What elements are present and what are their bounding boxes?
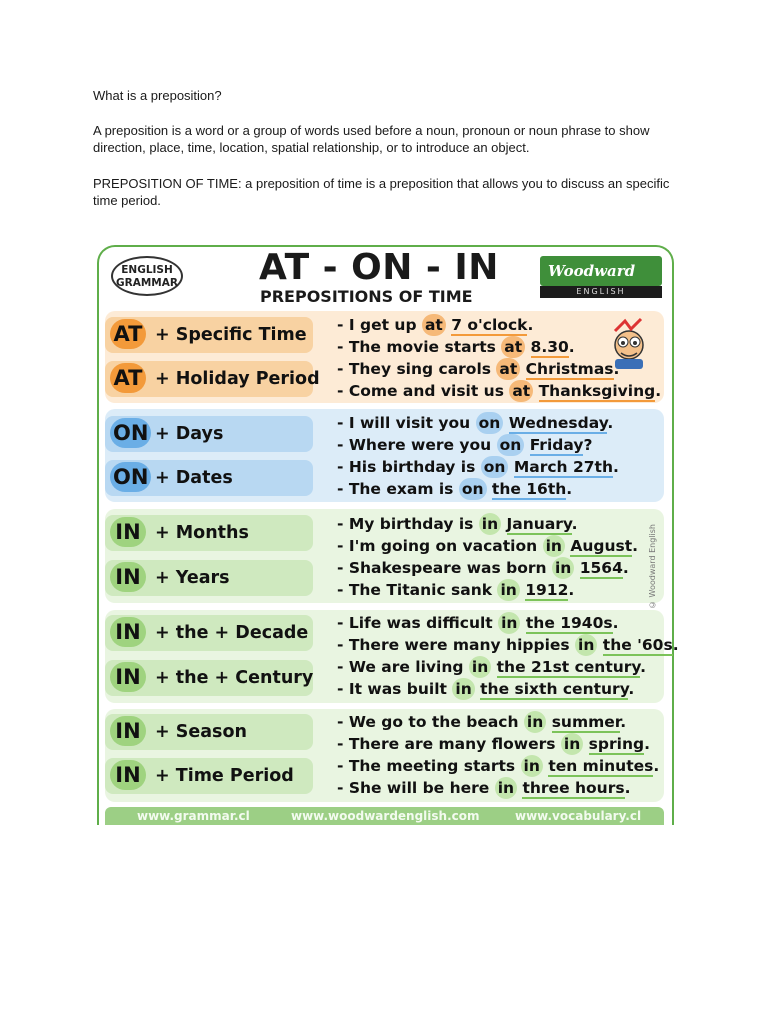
example-punctuation: . [622,559,629,577]
example-preposition: in [521,755,543,777]
example-preposition: in [552,557,574,579]
example-sentence [337,513,578,535]
example-preposition: in [469,656,491,678]
example-lead-text: - My birthday is [337,515,479,533]
example-sentence [337,612,618,634]
example-punctuation: . [632,537,639,555]
example-lead-text: - The Titanic sank [337,581,498,599]
example-sentence [337,535,638,557]
example-lead-text: - There are many flowers [337,735,561,753]
rule-in-8 [105,714,313,750]
example-time-expression: 1564 [579,559,623,577]
example-sentence [337,777,630,799]
prepositions-infographic [97,245,679,825]
example-punctuation: . [620,713,627,731]
example-time-expression: 7 o'clock [451,316,528,334]
example-time-expression: ten minutes [548,757,654,775]
example-preposition: in [495,777,517,799]
example-sentence [337,678,634,700]
rule-at-0 [105,317,313,353]
rule-preposition-pill: IN [110,562,146,592]
example-preposition: at [501,336,525,358]
example-sentence [337,412,613,434]
example-time-expression: summer [551,713,621,731]
example-time-expression: spring [588,735,645,753]
rule-text: + Years [155,568,230,588]
example-lead-text: - I will visit you [337,414,476,432]
example-preposition: on [481,456,509,478]
rule-text: + Days [155,424,224,444]
rule-on-2 [105,416,313,452]
rule-text: + Season [155,722,247,742]
example-preposition: on [476,412,504,434]
rule-text: + Holiday Period [155,369,320,389]
example-time-expression: Friday [529,436,584,454]
example-sentence [337,380,661,402]
example-preposition: at [422,314,446,336]
example-punctuation: . [640,658,646,676]
definition-paragraph: A preposition is a word or a group of words used before a noun, pronoun or noun phrase to show direction, place, time, location, spatial relationship, or to introduce an object. [93,123,650,155]
example-time-expression: Wednesday [508,414,608,432]
example-preposition: at [509,380,533,402]
example-sentence [337,634,679,656]
example-punctuation: . [612,614,619,632]
rule-text: + Dates [155,468,233,488]
example-sentence [337,733,650,755]
example-punctuation: . [672,636,679,654]
example-lead-text: - There were many hippies [337,636,576,654]
footer-link-vocabulary[interactable]: www.vocabulary.cl [515,809,642,823]
woodward-logo-subtitle: ENGLISH [540,286,662,298]
rule-in-5 [105,560,313,596]
rule-preposition-pill: IN [110,716,146,746]
rule-in-4 [105,515,313,551]
english-grammar-badge [111,256,183,296]
example-time-expression: March 27th [513,458,614,476]
rule-preposition-pill: IN [110,760,146,790]
example-lead-text: - Come and visit us [337,382,510,400]
example-sentence [337,711,626,733]
example-lead-text: - His birthday is [337,458,481,476]
example-punctuation: . [607,414,614,432]
example-punctuation: . [568,581,575,599]
example-sentence [337,358,619,380]
example-lead-text: - I get up [337,316,422,334]
example-punctuation: . [644,735,650,753]
example-preposition: at [496,358,520,380]
example-sentence [337,656,646,678]
example-lead-text: - Shakespeare was born [337,559,552,577]
copyright-text: © Woodward English [648,524,657,609]
example-time-expression: August [570,537,633,555]
rule-preposition-pill: IN [110,517,146,547]
example-lead-text: - They sing carols [337,360,497,378]
example-preposition: in [575,634,597,656]
example-preposition: in [498,612,520,634]
example-lead-text: - The movie starts [337,338,502,356]
example-time-expression: the 21st century [496,658,641,676]
example-time-expression: 1912 [525,581,569,599]
example-sentence [337,336,575,358]
example-lead-text: - It was built [337,680,453,698]
rule-preposition-pill: IN [110,662,146,692]
example-lead-text: - The exam is [337,480,459,498]
example-time-expression: the '60s [602,636,673,654]
rule-preposition-pill: ON [110,418,151,448]
example-time-expression: three hours [522,779,625,797]
example-punctuation: . [566,480,573,498]
example-preposition: in [452,678,474,700]
example-time-expression: January [506,515,572,533]
badge-line-2: GRAMMAR [116,277,178,289]
example-preposition: in [524,711,546,733]
example-punctuation: . [628,680,635,698]
example-sentence [337,478,572,500]
example-punctuation: . [653,757,660,775]
example-punctuation: . [613,458,619,476]
example-punctuation: . [571,515,578,533]
example-lead-text: - She will be here [337,779,495,797]
question-text: What is a preposition? [93,88,222,103]
rule-in-7 [105,660,313,696]
infographic-subtitle: PREPOSITIONS OF TIME [260,287,473,306]
rule-preposition-pill: AT [110,363,146,393]
footer-bar [105,807,664,825]
footer-link-grammar[interactable]: www.grammar.cl [137,809,250,823]
rule-text: + Months [155,523,249,543]
example-punctuation: . [568,338,575,356]
example-lead-text: - Life was difficult [337,614,499,632]
example-sentence [337,579,574,601]
example-punctuation: ? [583,436,593,454]
rule-on-3 [105,460,313,496]
example-time-expression: Thanksgiving [538,382,656,400]
example-punctuation: . [624,779,631,797]
example-sentence [337,456,619,478]
rule-preposition-pill: AT [110,319,146,349]
example-preposition: in [561,733,583,755]
rule-in-6 [105,615,313,651]
example-punctuation: . [613,360,620,378]
rule-text: + Time Period [155,766,294,786]
example-time-expression: the sixth century [480,680,629,698]
footer-link-woodwardenglish[interactable]: www.woodwardenglish.com [291,809,480,823]
example-preposition: in [497,579,519,601]
rule-in-9 [105,758,313,794]
example-sentence [337,755,659,777]
rule-text: + Specific Time [155,325,307,345]
rule-text: + the + Century [155,668,314,688]
example-lead-text: - Where were you [337,436,497,454]
rule-preposition-pill: IN [110,617,146,647]
rule-preposition-pill: ON [110,462,151,492]
example-punctuation: . [527,316,534,334]
example-preposition: on [459,478,487,500]
rule-text: + the + Decade [155,623,309,643]
example-preposition: on [497,434,525,456]
example-time-expression: 8.30 [530,338,569,356]
example-time-expression: the 1940s [525,614,613,632]
example-time-expression: the 16th [491,480,567,498]
time-definition-paragraph: PREPOSITION OF TIME: a preposition of time is a preposition that allows you to discuss an specific time period. [93,176,670,208]
example-preposition: in [543,535,565,557]
example-sentence [337,314,533,336]
example-time-expression: Christmas [525,360,614,378]
woodward-logo: Woodward [540,256,662,286]
example-sentence [337,434,592,456]
example-lead-text: - The meeting starts [337,757,521,775]
rule-at-1 [105,361,320,397]
example-preposition: in [479,513,501,535]
example-lead-text: - We go to the beach [337,713,524,731]
infographic-title: AT - ON - IN [259,247,499,288]
example-lead-text: - We are living [337,658,469,676]
example-lead-text: - I'm going on vacation [337,537,543,555]
example-punctuation: . [655,382,662,400]
example-sentence [337,557,629,579]
badge-line-1: ENGLISH [121,264,173,276]
